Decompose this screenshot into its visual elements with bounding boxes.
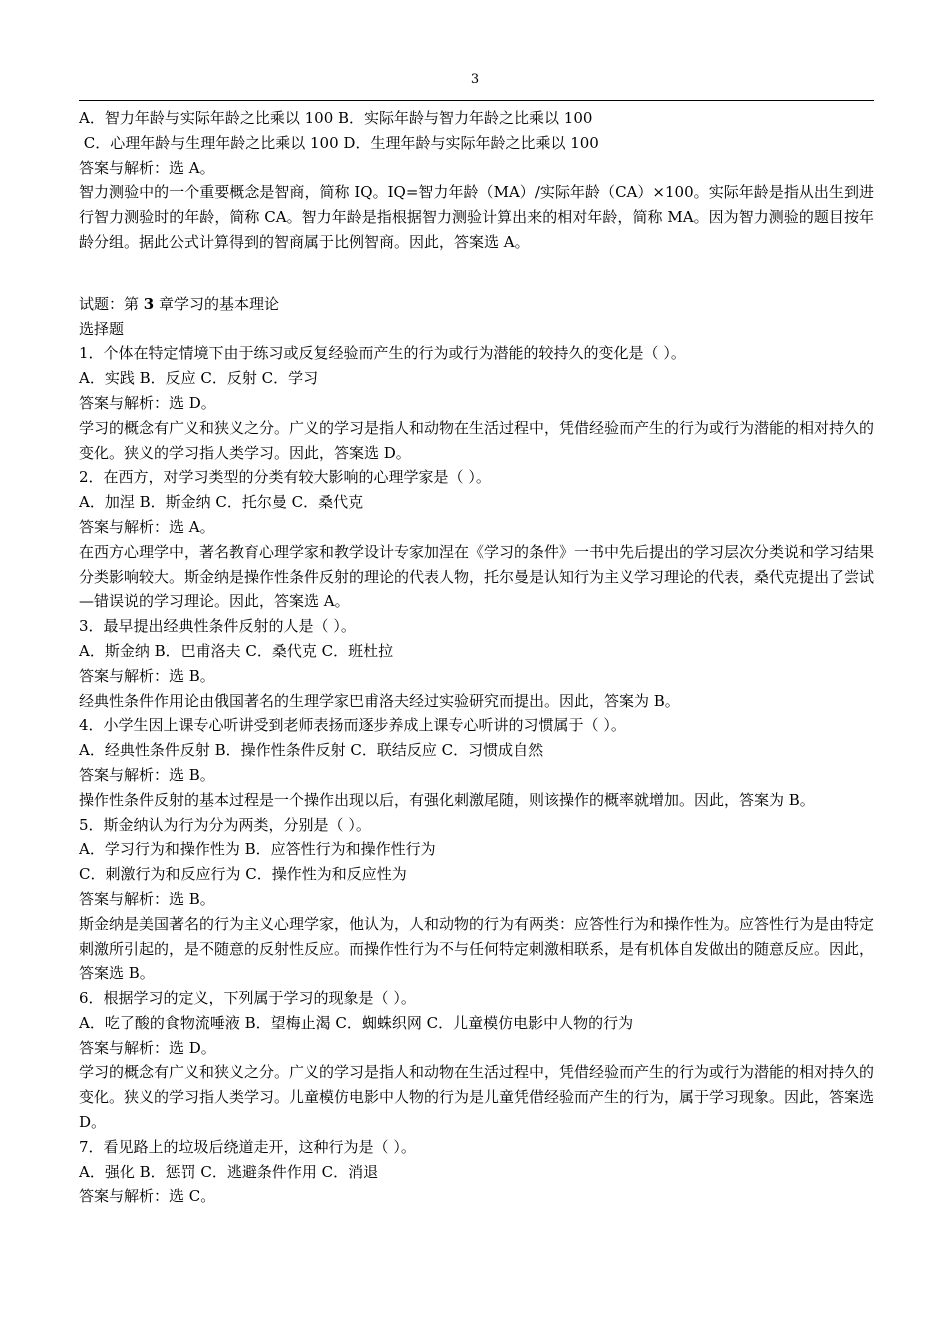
question-block: [79, 713, 874, 812]
question-block: [79, 986, 874, 1135]
question-text: 5．斯金纳认为行为分为两类，分别是（ ）。: [79, 815, 371, 834]
question-block: [79, 341, 874, 465]
option-line: A．智力年龄与实际年龄之比乘以 100 B．实际年龄与智力年龄之比乘以 100: [79, 109, 593, 127]
option-line: A．强化 B．惩罚 C．逃避条件作用 C．消退: [79, 1162, 379, 1181]
answer-line: 答案与解析：选 D。: [79, 393, 216, 412]
answer-line: 答案与解析：选 A。: [79, 517, 215, 536]
option-line: A．加涅 B．斯金纳 C．托尔曼 C．桑代克: [79, 493, 364, 512]
section-heading: [79, 292, 874, 342]
answer-line: 答案与解析：选 B。: [79, 666, 215, 685]
question-text: 3．最早提出经典性条件反射的人是（ ）。: [79, 617, 356, 636]
question-text: 4．小学生因上课专心听讲受到老师表扬而逐步养成上课专心听讲的习惯属于（ ）。: [79, 716, 626, 735]
question-text: 2．在西方，对学习类型的分类有较大影响的心理学家是（ ）。: [79, 468, 491, 487]
explanation-paragraph: 经典性条件作用论由俄国著名的生理学家巴甫洛夫经过实验研究而提出。因此，答案为 B。: [79, 691, 680, 710]
option-line: A．吃了酸的食物流唾液 B．望梅止渴 C．蜘蛛织网 C．儿童模仿电影中人物的行为: [79, 1013, 634, 1032]
answer-line: 答案与解析：选 C。: [79, 1187, 216, 1206]
explanation-paragraph: 学习的概念有广义和狭义之分。广义的学习是指人和动物在生活过程中，凭借经验而产生的行为或行为潜能的相对持久的变化。狭义的学习指人类学习。因此，答案选 D。: [79, 418, 875, 462]
option-line: A．学习行为和操作性为 B．应答性行为和操作性行为: [79, 840, 436, 859]
answer-line: 答案与解析：选 A。: [79, 158, 215, 177]
explanation-paragraph: 智力测验中的一个重要概念是智商，简称 IQ。IQ=智力年龄（MA）/实际年龄（CA）×100。实际年龄是指从出生到进行智力测验时的年龄，简称 CA。智力年龄是指根据智力测验计算出来的相对年龄，简称 MA。因为智力测验的题目按年龄分组。据此公式计算得到的智商属于比例智商。因此，答案选 A。: [79, 183, 874, 251]
explanation-paragraph: 操作性条件反射的基本过程是一个操作出现以后，有强化刺激尾随，则该操作的概率就增加。因此，答案为 B。: [79, 790, 815, 809]
question-text: 1．个体在特定情境下由于练习或反复经验而产生的行为或行为潜能的较持久的变化是（ ）。: [79, 344, 686, 363]
section-subtitle: 选择题: [79, 319, 125, 338]
question-list: [79, 341, 874, 1209]
explanation-paragraph: 在西方心理学中，著名教育心理学家和教学设计专家加涅在《学习的条件》一书中先后提出的学习层次分类说和学习结果分类影响较大。斯金纳是操作性条件反射的理论的代表人物，托尔曼是认知行为主义学习理论的代表，桑代克提出了尝试—错误说的学习理论。因此，答案选 A。: [79, 542, 875, 611]
option-line: C．心理年龄与生理年龄之比乘以 100 D．生理年龄与实际年龄之比乘以 100: [79, 133, 599, 152]
question-block: [79, 813, 874, 987]
explanation-paragraph: 学习的概念有广义和狭义之分。广义的学习是指人和动物在生活过程中，凭借经验而产生的行为或行为潜能的相对持久的变化。狭义的学习指人类学习。儿童模仿电影中人物的行为是儿童凭借经验而产生的行为，属于学习现象。因此，答案选 D。: [79, 1063, 875, 1132]
previous-question-tail: [79, 106, 874, 255]
section-spacer: [79, 255, 874, 292]
option-line: C．刺激行为和反应行为 C．操作性为和反应性为: [79, 865, 407, 884]
document-body: [79, 106, 874, 1209]
question-block: [79, 1135, 874, 1209]
question-block: [79, 465, 874, 614]
question-text: 6．根据学习的定义，下列属于学习的现象是（ ）。: [79, 989, 416, 1008]
option-line: A．实践 B．反应 C．反射 C．学习: [79, 369, 319, 388]
question-block: [79, 614, 874, 713]
question-text: 7．看见路上的垃圾后绕道走开，这种行为是（ ）。: [79, 1137, 416, 1156]
explanation-paragraph: 斯金纳是美国著名的行为主义心理学家，他认为，人和动物的行为有两类：应答性行为和操作性为。应答性行为是由特定刺激所引起的，是不随意的反射性反应。而操作性行为不与任何特定刺激相联系，是有机体自发做出的随意反应。因此，答案选 B。: [79, 914, 875, 983]
section-title-prefix: 试题：第: [79, 294, 144, 313]
option-line: A．斯金纳 B．巴甫洛夫 C．桑代克 C．班杜拉: [79, 641, 394, 660]
option-line: A．经典性条件反射 B．操作性条件反射 C．联结反应 C．习惯成自然: [79, 741, 544, 760]
answer-line: 答案与解析：选 B。: [79, 889, 215, 908]
section-title-suffix: 章学习的基本理论: [154, 294, 279, 313]
header-divider: [79, 100, 874, 101]
section-title: [79, 292, 874, 317]
answer-line: 答案与解析：选 B。: [79, 765, 215, 784]
chapter-number: 3: [143, 294, 155, 313]
page-number: 3: [470, 72, 480, 87]
answer-line: 答案与解析：选 D。: [79, 1038, 216, 1057]
